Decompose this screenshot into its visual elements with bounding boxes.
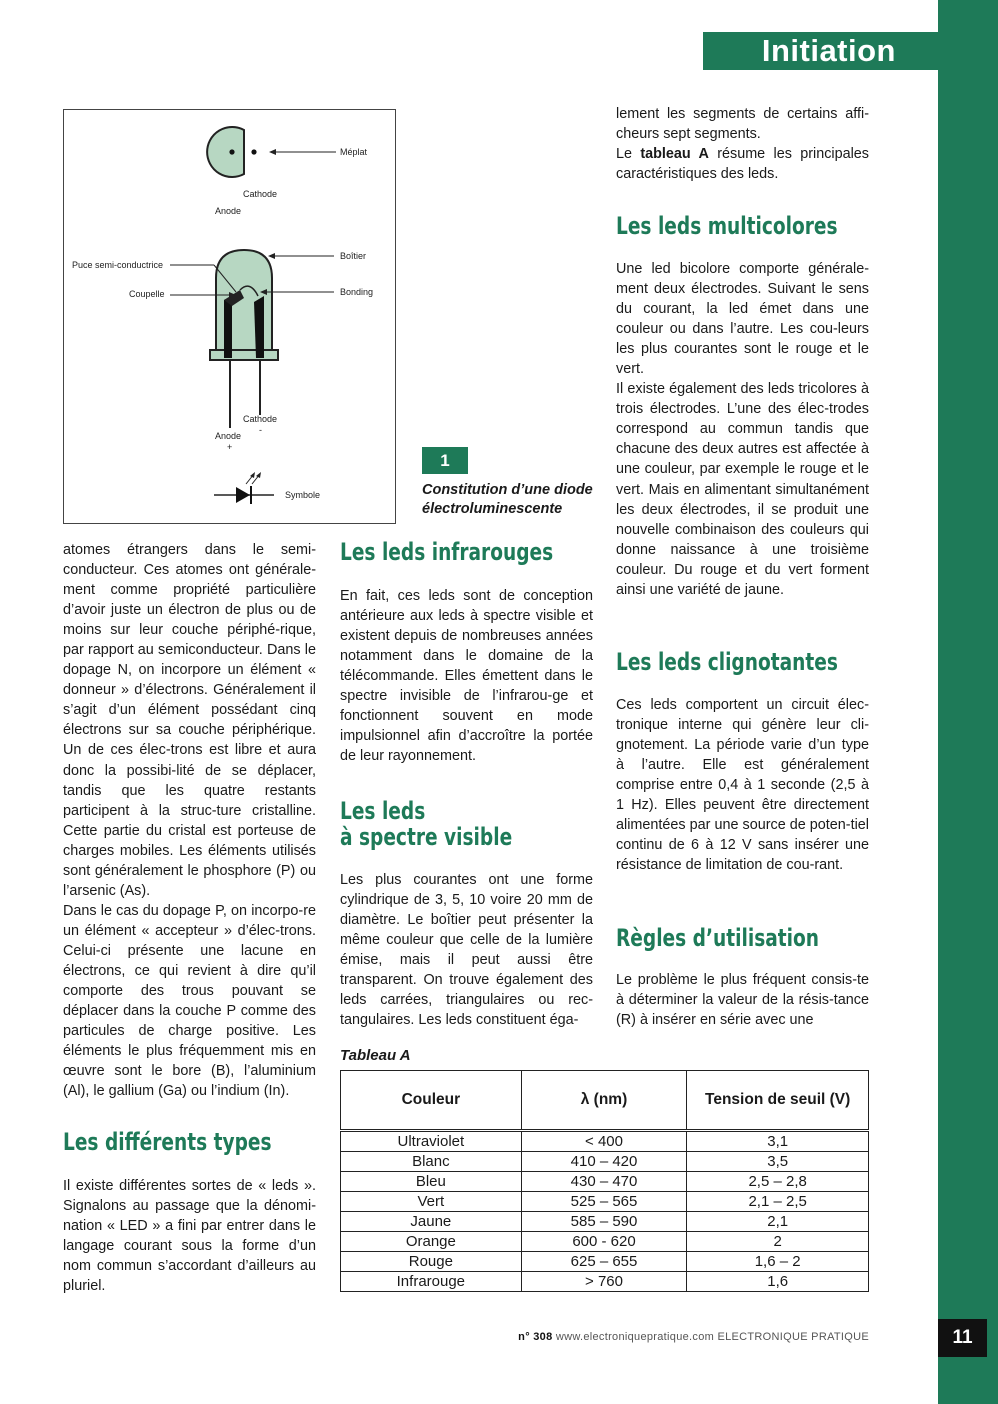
paragraph: En fait, ces leds sont de conception antérieure aux leds à spectre visible et existent depuis de nombreuses années notamment dans le domaine de la télécommande. Elles émettent dans le spectre invisible de l’infrarou-ge et fonctionnent souvent en mode impulsionnel afin d’accroître la portée de leur rayonnement. — [340, 588, 593, 765]
led-diagram-figure — [63, 109, 396, 524]
section-title: Initiation — [761, 33, 896, 68]
label-cathode-minus: - — [259, 425, 262, 435]
heading-visible-line1: Les leds — [340, 797, 426, 825]
section-header — [703, 32, 938, 70]
paragraph-table-ref: Le tableau A résume les principales caractéristiques des leds. — [616, 146, 869, 183]
col3-block-3 — [616, 695, 869, 875]
issue-prefix: n° — [518, 1331, 530, 1343]
figure-number: 1 — [422, 447, 468, 474]
paragraph: atomes étrangers dans le semi-conducteur. Ces atomes ont générale-ment comme propriété particulière d’avoir juste un électron de plus ou de moins sur leur couche périphé-rique, par rapport au semiconducteur. Dans le dopage N, on incorpore un élément « donneur » d’électrons. Généralement il s’agit d’un élément possédant cinq électrons sur sa couche périphérique. Un de ces élec-trons est libre et aura donc la possibi-lité de se déplacer, tandis que les quatre restants participent à la struc-ture cristalline. Cette partie du cristal est porteuse de charges mobiles. Les éléments utilisés sont généralement le phosphore (P) ou l’arsenic (As). — [63, 542, 316, 899]
label-cathode-bottom: Cathode — [243, 414, 278, 424]
label-bonding: Bonding — [340, 287, 374, 297]
heading-rules: Règles d’utilisation — [616, 924, 820, 952]
header-color: Couleur — [341, 1071, 522, 1131]
led-spec-table — [340, 1070, 869, 1292]
paragraph: Dans le cas du dopage P, on incorpo-re un élément « accepteur » d’élec-trons. Celui-ci présente une lacune en électrons, ce qui revient à dire qu’il comporte des trous pouvant se déplacer dans la couche P comme des particules de charge positive. Les éléments le plus fréquemment mis en œuvre sont le bore (B), l’aluminium (Al), le gallium (Ga) ou l’indium (In). — [63, 902, 316, 1100]
col3-block-1 — [616, 104, 869, 184]
header-threshold: Tension de seuil (V) — [687, 1071, 869, 1131]
page-number: 11 — [938, 1319, 987, 1357]
table-row: Vert 525 – 565 2,1 – 2,5 — [341, 1192, 869, 1212]
label-coupelle: Coupelle — [129, 289, 165, 299]
label-anode-bottom: Anode — [215, 431, 242, 441]
col2-block-2 — [340, 870, 593, 1030]
label-symbole: Symbole — [285, 490, 321, 500]
green-side-strip — [938, 0, 998, 1404]
paragraph: Une led bicolore comporte générale-ment deux électrodes. Suivant le sens du courant, la led émet dans une couleur ou dans l’autre. Les cou-leurs les plus courantes sont le rouge et le vert. — [616, 261, 869, 378]
heading-types: Les différents types — [63, 1128, 272, 1156]
diode-symbol-icon — [214, 472, 274, 504]
issue-number: 308 — [533, 1331, 553, 1343]
table-row: Blanc 410 – 420 3,5 — [341, 1152, 869, 1172]
label-cathode-top: Cathode — [243, 189, 278, 199]
led-top-view-icon — [207, 127, 336, 177]
label-anode-plus: + — [227, 442, 233, 452]
col1-block-1 — [63, 540, 316, 1101]
paragraph: Il existe différentes sortes de « leds ». Signalons au passage que la dénomi-nation « LED » a fini par entrer dans le langage courant sous la forme d’un nom commun s’accordant d’ailleurs au pluriel. — [63, 1178, 316, 1295]
table-row: Rouge 625 – 655 1,6 – 2 — [341, 1252, 869, 1272]
paragraph: Les plus courantes ont une forme cylindrique de 3, 5, 10 voire 20 mm de diamètre. Le boîtier peut présenter la même couleur que celle de la lumière émise, mais il peut aussi être transparent. On trouve également des leds carrées, triangulaires ou rec-tangulaires. Les leds constituent éga- — [340, 872, 593, 1029]
col2-block-1 — [340, 586, 593, 766]
magazine-name: ELECTRONIQUE PRATIQUE — [717, 1331, 869, 1343]
label-puce: Puce semi-conductrice — [72, 260, 164, 270]
page-footer — [518, 1331, 869, 1343]
paragraph: Il existe également des leds tricolores à trois électrodes. L’une des élec-trodes correspond au commun tandis que chacune des deux autres est affectée à une couleur, par exemple le rouge et le vert. Mais en alimentant simultanément les deux électrodes, il se produit une nouvelle combinaison des couleurs qui donne naissance à une troisième couleur. Du rouge et du vert forment ainsi une variété de jaune. — [616, 381, 869, 598]
figure-caption: Constitution d’une diode électroluminescente — [422, 482, 593, 517]
table-row: Jaune 585 – 590 2,1 — [341, 1212, 869, 1232]
paragraph: lement les segments de certains affi-cheurs sept segments. — [616, 106, 869, 143]
heading-visible-line2: à spectre visible — [340, 823, 513, 851]
col1-block-2 — [63, 1176, 316, 1296]
table-ref-bold: tableau A — [640, 146, 709, 163]
heading-visible — [340, 798, 512, 850]
table-row: Orange 600 - 620 2 — [341, 1232, 869, 1252]
header-wavelength: λ (nm) — [521, 1071, 687, 1131]
label-boitier: Boîtier — [340, 251, 367, 261]
table-row: Infrarouge > 760 1,6 — [341, 1272, 869, 1292]
label-anode-top: Anode — [215, 206, 242, 216]
table-header-row — [341, 1071, 869, 1131]
col3-block-4 — [616, 970, 869, 1030]
paragraph: Ces leds comportent un circuit élec-tronique interne qui génère leur cli-gnotement. La période varie d’un type à l’autre. Elle est généralement comprise entre 0,4 à 1 seconde (2,5 à 1 Hz). Elles peuvent être directement alimentées par une source de poten-tiel continu de 6 à 12 V sans insérer une résistance de limitation de cou-rant. — [616, 697, 869, 874]
paragraph: Le problème le plus fréquent consis-te à déterminer la valeur de la résis-tance (R) à insérer en série avec une — [616, 972, 869, 1029]
led-cross-section-icon — [170, 250, 334, 428]
table-row: Ultraviolet < 400 3,1 — [341, 1131, 869, 1152]
table-row: Bleu 430 – 470 2,5 – 2,8 — [341, 1172, 869, 1192]
label-meplat: Méplat — [340, 147, 368, 157]
col3-block-2 — [616, 259, 869, 600]
table-title: Tableau A — [340, 1047, 411, 1064]
website-link[interactable]: www.electroniquepratique.com — [555, 1331, 715, 1343]
heading-multicolor: Les leds multicolores — [616, 212, 838, 240]
heading-blinking: Les leds clignotantes — [616, 648, 838, 676]
heading-infrared: Les leds infrarouges — [340, 538, 554, 566]
led-diagram-icon — [64, 110, 397, 525]
